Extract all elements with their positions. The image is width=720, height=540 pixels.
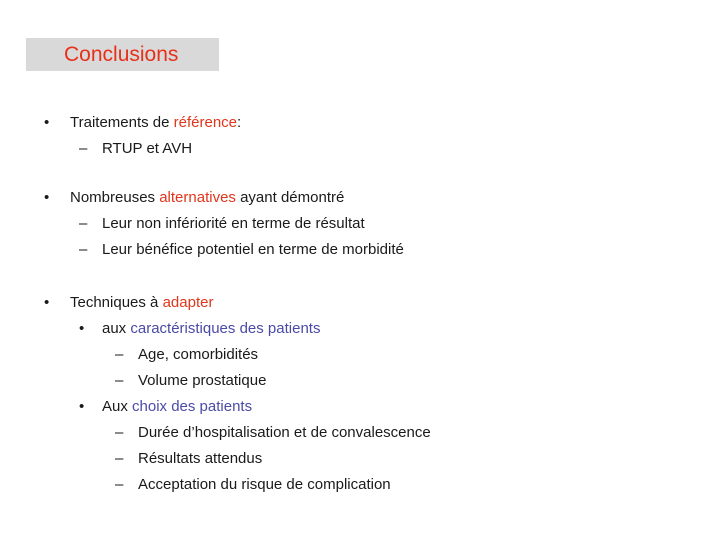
sub-bullet-caracteristiques <box>102 319 320 339</box>
item-duree: Durée d’hospitalisation et de convalescence <box>138 424 431 441</box>
item-volume: Volume prostatique <box>138 372 267 389</box>
dash-marker: – <box>115 424 124 441</box>
dash-marker: – <box>79 241 88 258</box>
bullet-marker: • <box>44 189 50 206</box>
dash-marker: – <box>79 140 88 157</box>
sub-bullet-text: aux <box>102 320 131 337</box>
title-box <box>26 38 219 71</box>
item-age: Age, comorbidités <box>138 346 259 363</box>
sub-bullet-choix <box>102 397 252 417</box>
bullet-marker: • <box>44 294 50 311</box>
page-title: Conclusions <box>64 43 179 66</box>
bullet-alternatives <box>70 188 344 208</box>
bullet-text: Traitements de <box>70 114 174 131</box>
highlight-reference: référence <box>173 114 238 131</box>
sub-item-non-inferiorite: Leur non infériorité en terme de résultat <box>102 215 365 232</box>
bullet-text-suffix: : <box>237 114 242 131</box>
highlight-choix: choix des patients <box>132 398 253 415</box>
item-resultats: Résultats attendus <box>138 450 263 467</box>
bullet-traitements <box>70 113 241 133</box>
dash-marker: – <box>115 450 124 467</box>
bullet-marker: • <box>79 398 85 415</box>
highlight-alternatives: alternatives <box>159 189 236 206</box>
bullet-techniques <box>70 293 213 313</box>
item-acceptation: Acceptation du risque de complication <box>138 476 391 493</box>
sub-bullet-text: Aux <box>102 398 133 415</box>
highlight-caracteristiques: caractéristiques des patients <box>130 320 321 337</box>
bullet-text: Nombreuses <box>70 189 160 206</box>
bullet-marker: • <box>44 114 50 131</box>
bullet-text: Techniques à <box>70 294 163 311</box>
sub-item-rtup: RTUP et AVH <box>102 140 193 157</box>
sub-item-benefice: Leur bénéfice potentiel en terme de morbidité <box>102 241 404 258</box>
bullet-marker: • <box>79 320 85 337</box>
bullet-text-suffix: ayant démontré <box>235 189 345 206</box>
highlight-adapter: adapter <box>162 294 214 311</box>
dash-marker: – <box>115 346 124 363</box>
dash-marker: – <box>115 372 124 389</box>
dash-marker: – <box>115 476 124 493</box>
dash-marker: – <box>79 215 88 232</box>
